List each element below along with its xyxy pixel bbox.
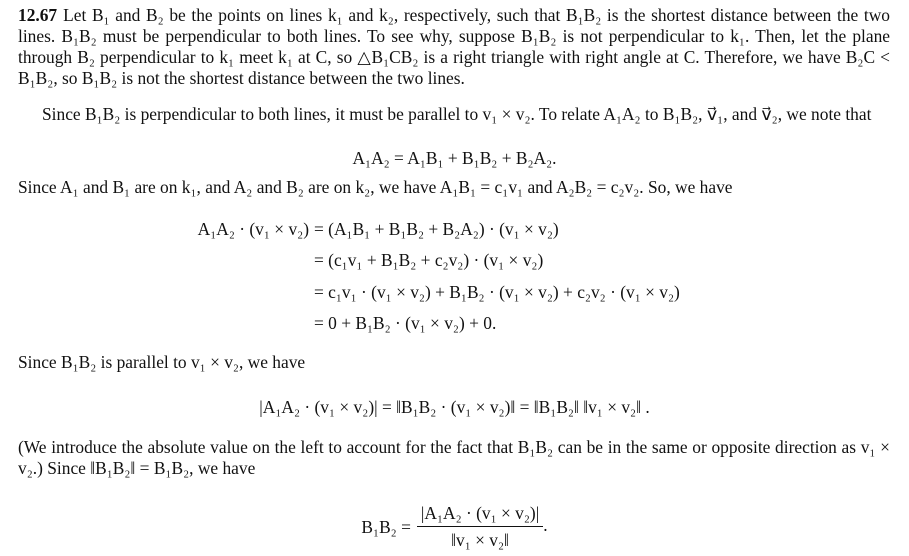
aligned-equation-lhs: A₁A₂ · (v₁ × v₂) <box>197 219 309 239</box>
paragraph-on-lines <box>18 177 890 198</box>
fraction <box>417 503 543 551</box>
equation-1: A₁A₂ = A₁B₁ + B₁B₂ + B₂A₂. <box>352 148 557 168</box>
paragraph-1-text: Let B₁ and B₂ be the points on lines k₁ and k₂, respectively, such that B₁B₂ is the shortest distance between the two lines. B₁B₂ must be perpendicular to both lines. To see why, suppose B₁B₂ is not perpendicular to k₁. Then, let the plane through B₂ perpendicular to k₁ meet k₁ at C, so △B₁CB₂ is a right triangle with right angle at C. Therefore, we have B₂C < B₁B₂, so B₁B₂ is not the shortest distance between the two lines. <box>18 5 890 88</box>
equation-3-end: . <box>543 515 548 535</box>
fraction-denominator: ‖v₁ × v₂‖ <box>451 530 509 550</box>
paragraph-shortest-distance <box>18 5 890 89</box>
aligned-equation-rhs: = (A₁B₁ + B₁B₂ + B₂A₂) · (v₁ × v₂) <box>314 219 559 239</box>
paragraph-3-text: Since A₁ and B₁ are on k₁, and A₂ and B₂ are on k₂, we have A₁B₁ = c₁v₁ and A₂B₂ = c₂v₂. So, we have <box>18 177 733 197</box>
fraction-numerator: |A₁A₂ · (v₁ × v₂)| <box>417 503 543 527</box>
paragraph-4-text: Since B₁B₂ is parallel to v₁ × v₂, we have <box>18 352 306 372</box>
equation-3 <box>0 503 909 551</box>
paragraph-absolute-value <box>18 437 890 479</box>
aligned-equation-rhs: = (c₁v₁ + B₁B₂ + c₂v₂) · (v₁ × v₂) <box>314 250 544 270</box>
aligned-equation-row-2 <box>0 250 909 274</box>
equation-2: |A₁A₂ · (v₁ × v₂)| = ‖B₁B₂ · (v₁ × v₂)‖ = ‖B₁B₂‖ ‖v₁ × v₂‖ . <box>259 397 650 417</box>
fraction-lhs: B₁B₂ = <box>361 516 411 537</box>
aligned-equation-row-4 <box>0 313 909 337</box>
aligned-equation-rhs: = c₁v₁ · (v₁ × v₂) + B₁B₂ · (v₁ × v₂) + c₂v₂ · (v₁ × v₂) <box>314 282 680 302</box>
paragraph-parallel-cross <box>18 352 890 373</box>
paragraph-5-text: (We introduce the absolute value on the left to account for the fact that B₁B₂ can be in the same or opposite direction as v₁ × v₂.) Since ‖B₁B₂‖ = B₁B₂, we have <box>18 437 890 478</box>
paragraph-parallel <box>18 104 890 125</box>
aligned-equation-row-1 <box>0 219 909 243</box>
problem-number: 12.67 <box>18 5 58 25</box>
aligned-equation-row-3 <box>0 282 909 306</box>
paragraph-2-text: Since B₁B₂ is perpendicular to both lines, it must be parallel to v₁ × v₂. To relate A₁A₂ to B₁B₂, v⃗₁, and v⃗₂, we note that <box>42 104 872 124</box>
aligned-equation-rhs: = 0 + B₁B₂ · (v₁ × v₂) + 0. <box>314 313 497 333</box>
